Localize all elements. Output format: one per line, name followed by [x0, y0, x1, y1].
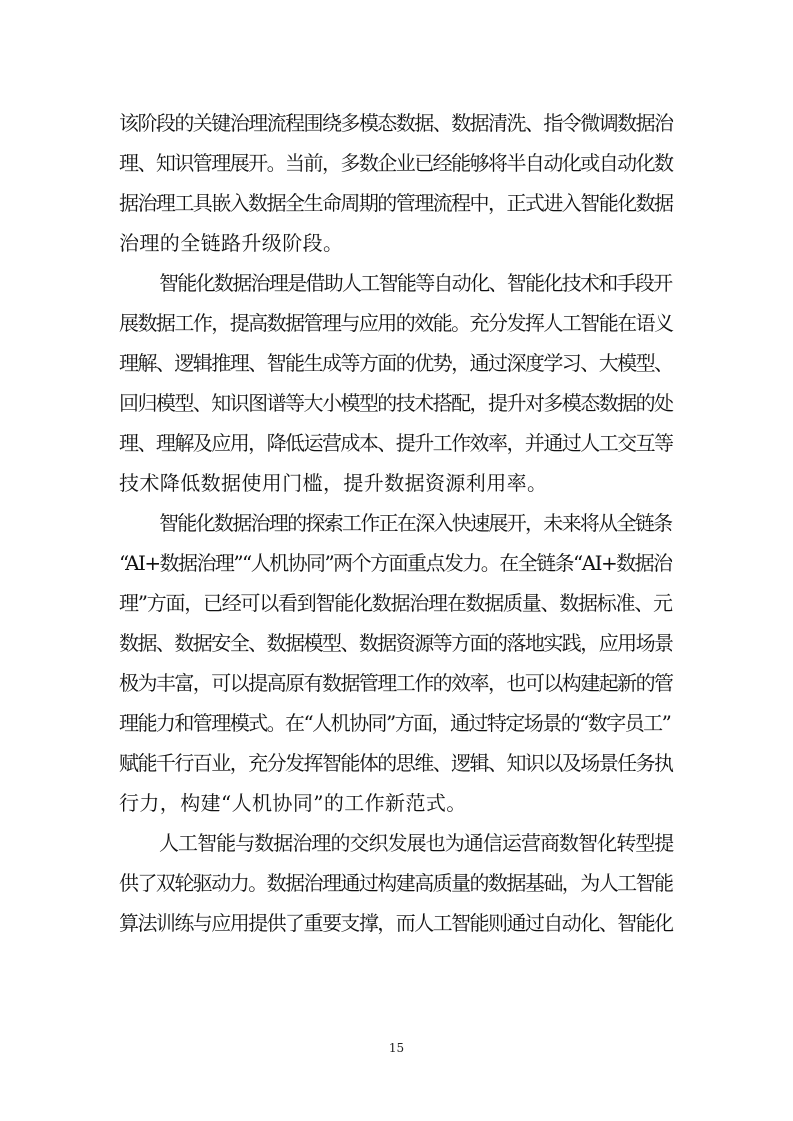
- text-line: 行力，构建“人机协同”的工作新范式。: [119, 791, 467, 815]
- text-line: 理”方面，已经可以看到智能化数据治理在数据质量、数据标准、元: [119, 591, 672, 615]
- text-line: 供了双轮驱动力。数据治理通过构建高质量的数据基础，为人工智能: [119, 871, 673, 895]
- text-line: 理解、逻辑推理、智能生成等方面的优势，通过深度学习、大模型、: [119, 351, 673, 375]
- body-text: [119, 103, 674, 943]
- paragraph: [119, 823, 674, 943]
- text-line: 理、知识管理展开。当前，多数企业已经能够将半自动化或自动化数: [119, 151, 673, 175]
- text-line: 极为丰富，可以提高原有数据管理工作的效率，也可以构建起新的管: [119, 671, 673, 695]
- text-line: 回归模型、知识图谱等大小模型的技术搭配，提升对多模态数据的处: [119, 391, 673, 415]
- text-line: 人工智能与数据治理的交织发展也为通信运营商数智化转型提: [159, 831, 674, 855]
- text-line: “AI+数据治理”“人机协同”两个方面重点发力。在全链条“AI+数据治: [119, 551, 672, 575]
- text-line: 算法训练与应用提供了重要支撑，而人工智能则通过自动化、智能化: [119, 911, 673, 935]
- text-line: 智能化数据治理是借助人工智能等自动化、智能化技术和手段开: [159, 271, 672, 295]
- paragraph: [119, 503, 674, 823]
- text-line: 据治理工具嵌入数据全生命周期的管理流程中，正式进入智能化数据: [119, 191, 673, 215]
- text-line: 技术降低数据使用门槛，提升数据资源利用率。: [119, 471, 548, 495]
- text-line: 展数据工作，提高数据管理与应用的效能。充分发挥人工智能在语义: [119, 311, 673, 335]
- text-line: 理、理解及应用，降低运营成本、提升工作效率，并通过人工交互等: [119, 431, 673, 455]
- text-line: 该阶段的关键治理流程围绕多模态数据、数据清洗、指令微调数据治: [119, 111, 673, 135]
- page-number: 15: [388, 1041, 405, 1055]
- text-line: 赋能千行百业，充分发挥智能体的思维、逻辑、知识以及场景任务执: [119, 751, 673, 775]
- text-line: 理能力和管理模式。在“人机协同”方面，通过特定场景的“数字员工”: [119, 711, 671, 735]
- text-line: 数据、数据安全、数据模型、数据资源等方面的落地实践，应用场景: [119, 631, 673, 655]
- text-line: 智能化数据治理的探索工作正在深入快速展开，未来将从全链条: [159, 511, 672, 535]
- text-line: 治理的全链路升级阶段。: [119, 231, 344, 255]
- paragraph: [119, 103, 674, 263]
- paragraph: [119, 263, 674, 503]
